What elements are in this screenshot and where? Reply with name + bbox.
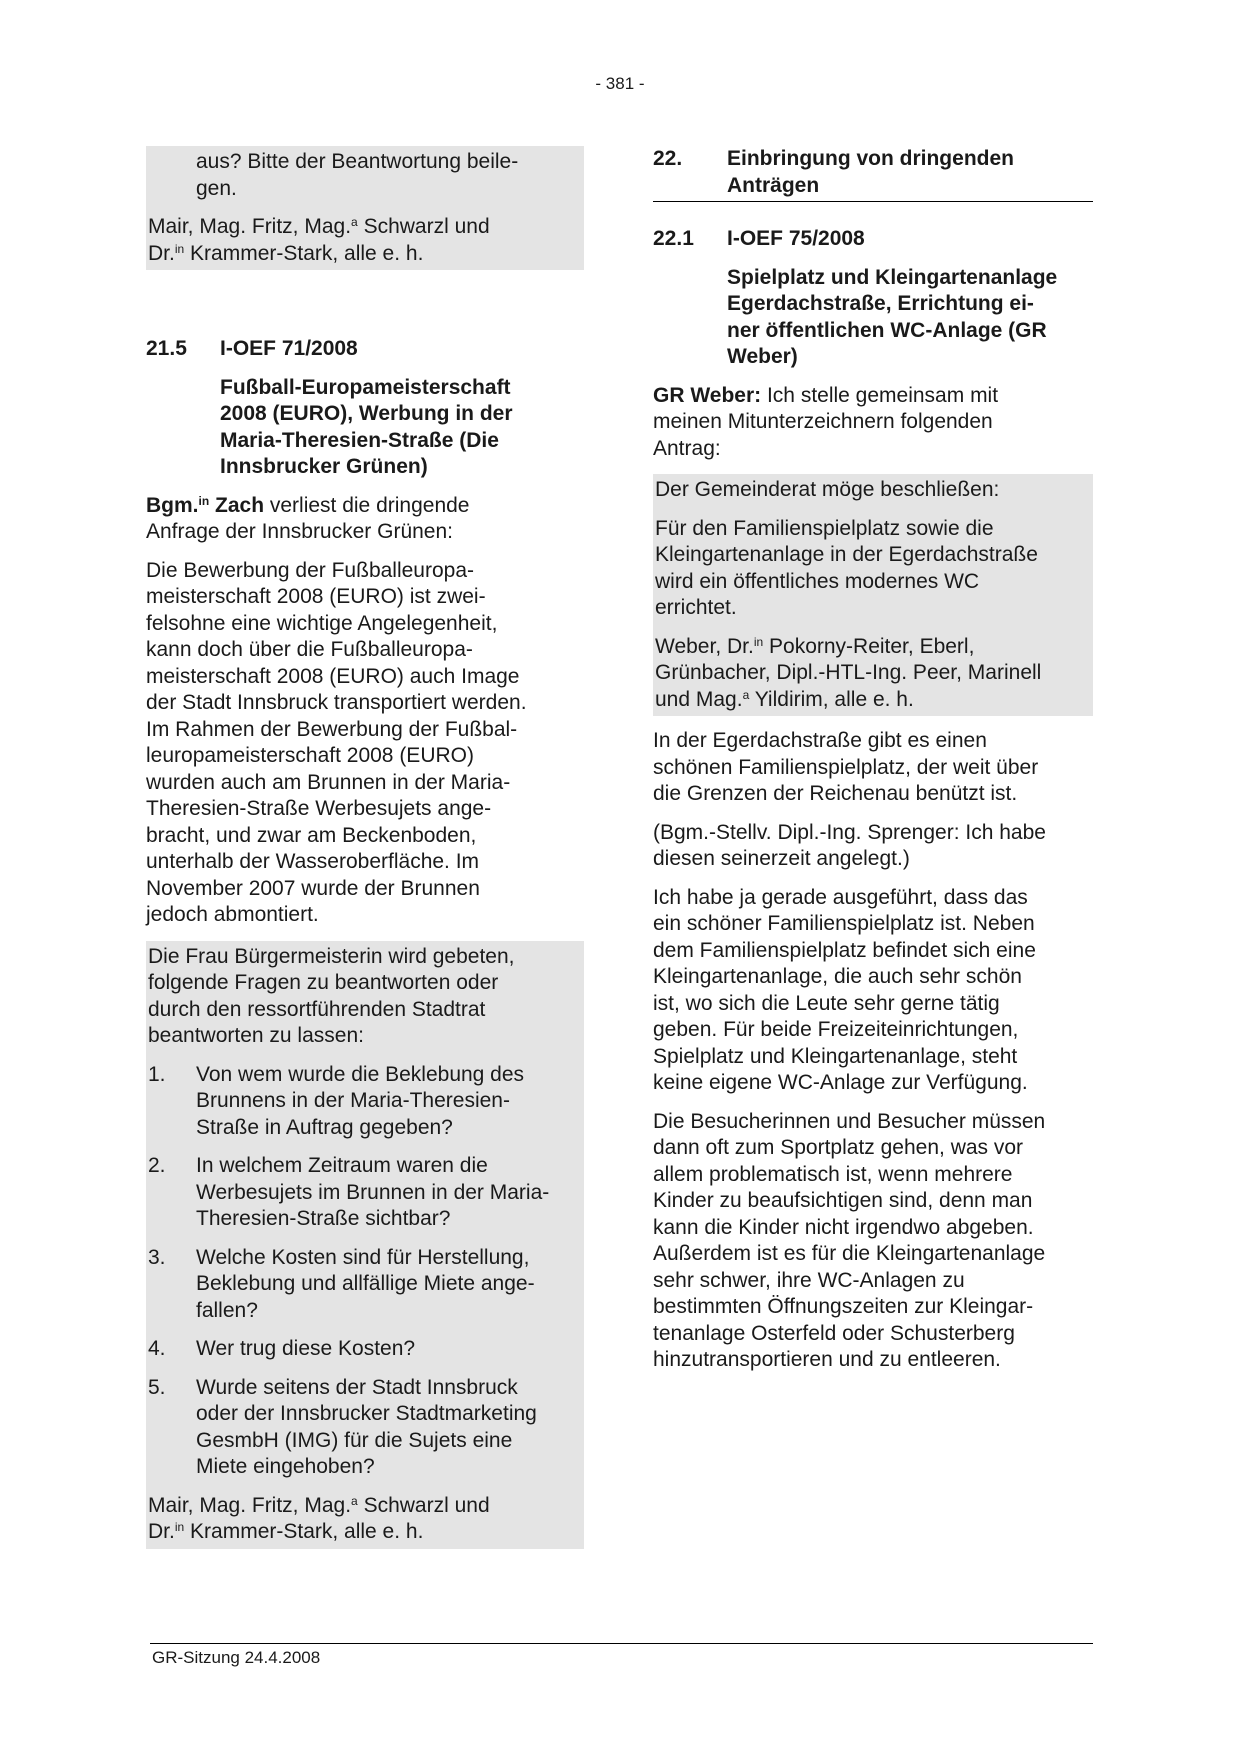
section-heading-21-5 bbox=[146, 336, 584, 363]
list-item: 3. Welche Kosten sind für Herstellung, Beklebung und allfällige Miete ange- fallen? bbox=[148, 1245, 535, 1322]
chapter-divider bbox=[653, 201, 1093, 202]
page-number: - 381 - bbox=[595, 74, 645, 93]
chapter-title: Einbringung von dringenden Anträgen bbox=[727, 147, 1014, 197]
section-number: 22.1 bbox=[653, 227, 694, 250]
list-item: 1. Von wem wurde die Beklebung des Brunnens in der Maria-Theresien- Straße in Auftrag gegeben? bbox=[148, 1062, 525, 1139]
continuation-text: aus? Bitte der Beantwortung beile- gen. bbox=[196, 150, 519, 200]
section-number: 21.5 bbox=[146, 337, 187, 360]
list-item: 2. In welchem Zeitraum waren die Werbesujets im Brunnen in der Maria- Theresien-Straße sichtbar? bbox=[148, 1154, 550, 1230]
quoted-block-motion bbox=[653, 474, 1093, 716]
right-column bbox=[653, 146, 1093, 1386]
paragraph: In der Egerdachstraße gibt es einen schönen Familienspielplatz, der weit über die Grenzen der Reichenau benützt ist. bbox=[653, 729, 1039, 805]
left-column bbox=[146, 146, 584, 1561]
section-id: I-OEF 75/2008 bbox=[727, 227, 865, 250]
footer-divider bbox=[150, 1643, 1093, 1644]
signers-bottom: Mair, Mag. Fritz, Mag.$^a$ Schwarzl und Dr.$^{in}$ Krammer-Stark, alle e. h. bbox=[148, 1493, 490, 1543]
signers: Weber, Dr.$^{in}$ Pokorny-Reiter, Eberl, Grünbacher, Dipl.-HTL-Ing. Peer, Marinell und Mag.$^a$ Yildirim, alle e. h. bbox=[655, 634, 1042, 711]
motion-heading: Der Gemeinderat möge beschließen: bbox=[655, 478, 1000, 501]
intro-paragraph: Bgm.$^{in}$ Zach verliest die dringende Anfrage der Innsbrucker Grünen: bbox=[146, 493, 470, 543]
list-item: 5. Wurde seitens der Stadt Innsbruck oder der Innsbrucker Stadtmarketing GesmbH (IMG) für die Sujets eine Miete eingehoben? bbox=[148, 1375, 537, 1478]
section-title: Fußball-Europameisterschaft 2008 (EURO), Werbung in der Maria-Theresien-Straße (Die Innsbrucker Grünen) bbox=[220, 375, 513, 478]
section-title: Spielplatz und Kleingartenanlage Egerdachstraße, Errichtung ei- ner öffentlichen WC-Anlage (GR Weber) bbox=[727, 265, 1058, 368]
chapter-number: 22. bbox=[653, 147, 683, 170]
paragraph: Ich habe ja gerade ausgeführt, dass das ein schöner Familienspielplatz ist. Neben dem Familienspielplatz befindet sich eine Kleingartenanlage, die auch sehr schön ist, wo sich die Leute sehr gerne tätig geben. Für beide Freizeiteinrichtungen, Spielplatz und Kleingartenanlage, steht keine eigene WC-Anlage zur Verfügung. bbox=[653, 885, 1036, 1094]
list-item: 4. Wer trug diese Kosten? bbox=[148, 1337, 416, 1360]
intro-paragraph: GR Weber: Ich stelle gemeinsam mit meinen Mitunterzeichnern folgenden Antrag: bbox=[653, 383, 999, 460]
paragraph: Die Besucherinnen und Besucher müssen dann oft zum Sportplatz gehen, was vor allem problematisch ist, wenn mehrere Kinder zu beaufsichtigen sind, denn man kann die Kinder nicht irgendwo abgeben. Außerdem ist es für die Kleingartenanlage sehr schwer, ihre WC-Anlagen zu bestimmten Öffnungszeiten zur Kleingar- tenanlage Osterfeld oder Schusterberg hinzutransportieren und zu entleeren. bbox=[653, 1109, 1046, 1371]
signers-top: Mair, Mag. Fritz, Mag.$^a$ Schwarzl und Dr.$^{in}$ Krammer-Stark, alle e. h. bbox=[148, 215, 490, 265]
section-id: I-OEF 71/2008 bbox=[220, 337, 358, 360]
interjection-paragraph: (Bgm.-Stellv. Dipl.-Ing. Sprenger: Ich habe diesen seinerzeit angelegt.) bbox=[653, 820, 1046, 870]
request-text: Die Frau Bürgermeisterin wird gebeten, folgende Fragen zu beantworten oder durch den ressortführenden Stadtrat beantworten zu lassen: bbox=[148, 944, 515, 1047]
body-paragraph: Die Bewerbung der Fußballeuropa- meisterschaft 2008 (EURO) ist zwei- felsohne eine wichtige Angelegenheit, kann doch über die Fußballeuropa- meisterschaft 2008 (EURO) auch Image der Stadt Innsbruck transportiert werden. Im Rahmen der Bewerbung der Fußbal- leuropameisterschaft 2008 (EURO) wurden auch am Brunnen in der Maria- Theresien-Straße Werbesujets ange- bracht, und zwar am Beckenboden, unterhalb der Wasseroberfläche. Im November 2007 wurde der Brunnen jedoch abmontiert. bbox=[146, 558, 527, 926]
chapter-heading-22 bbox=[653, 146, 1093, 199]
section-heading-22-1 bbox=[653, 226, 1093, 253]
quoted-block-questions bbox=[146, 941, 584, 1549]
footer-text: GR-Sitzung 24.4.2008 bbox=[152, 1648, 321, 1667]
quoted-block-top bbox=[146, 146, 584, 270]
motion-text: Für den Familienspielplatz sowie die Kleingartenanlage in der Egerdachstraße wird ein öffentliches modernes WC errichtet. bbox=[655, 516, 1038, 619]
